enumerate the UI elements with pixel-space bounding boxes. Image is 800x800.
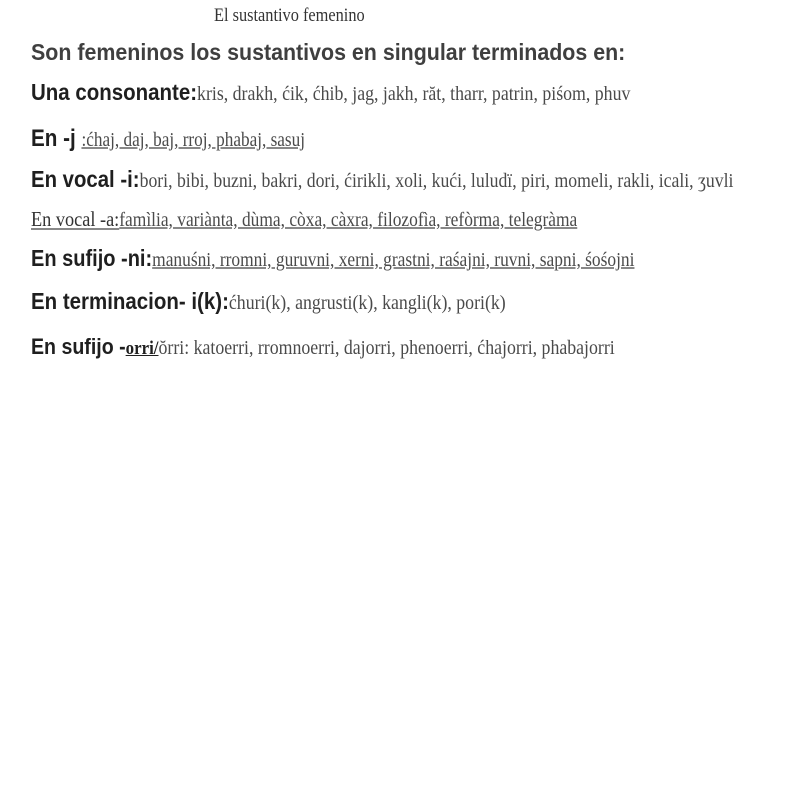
rule-label: En vocal -i: (31, 166, 140, 192)
rule-examples: :ćhaj, daj, baj, rroj, phabaj, sasuj (81, 129, 305, 151)
rule-examples: famìlia, variànta, dùma, còxa, càxra, filozofìa, refòrma, telegràma (119, 209, 578, 231)
rule-examples: bori, bibi, buzni, bakri, dori, ćirikli, xoli, kući, luludï, piri, momeli, rakli, icali, ʒuvli (139, 170, 734, 192)
rule-examples: ćhuri(k), angrusti(k), kangli(k), pori(k) (228, 292, 506, 314)
rule-vowel-a (31, 207, 577, 232)
rule-ending-j (31, 125, 305, 153)
rule-suffix-orri (31, 334, 615, 360)
rule-vowel-i (31, 166, 733, 193)
rule-consonant (31, 79, 630, 106)
rule-ending-ik (31, 288, 506, 315)
rule-examples: kris, drakh, ćik, ćhib, jag, jakh, răt, tharr, patrin, piśom, phuv (197, 83, 631, 105)
rule-label: En sufijo -ni: (31, 245, 153, 271)
rule-label: En sufijo - (31, 334, 126, 359)
rule-examples: ŏrri: katoerri, rromnoerri, dajorri, phenoerri, ćhajorri, phabajorri (158, 337, 615, 359)
rule-label: En terminacion- i(k): (31, 288, 229, 314)
intro-heading: Son femeninos los sustantivos en singular terminados en: (31, 39, 626, 65)
rule-label: En -j (31, 125, 82, 152)
rule-suffix-ni (31, 245, 634, 272)
rule-suffix: orri/ (125, 338, 159, 359)
rule-label: Una consonante: (31, 79, 198, 105)
rule-examples: manuśni, rromni, guruvni, xerni, grastni, raśajni, ruvni, sapni, śośojni (152, 249, 635, 271)
document-title: El sustantivo femenino (214, 5, 365, 26)
rule-label: En vocal -a: (31, 207, 120, 231)
